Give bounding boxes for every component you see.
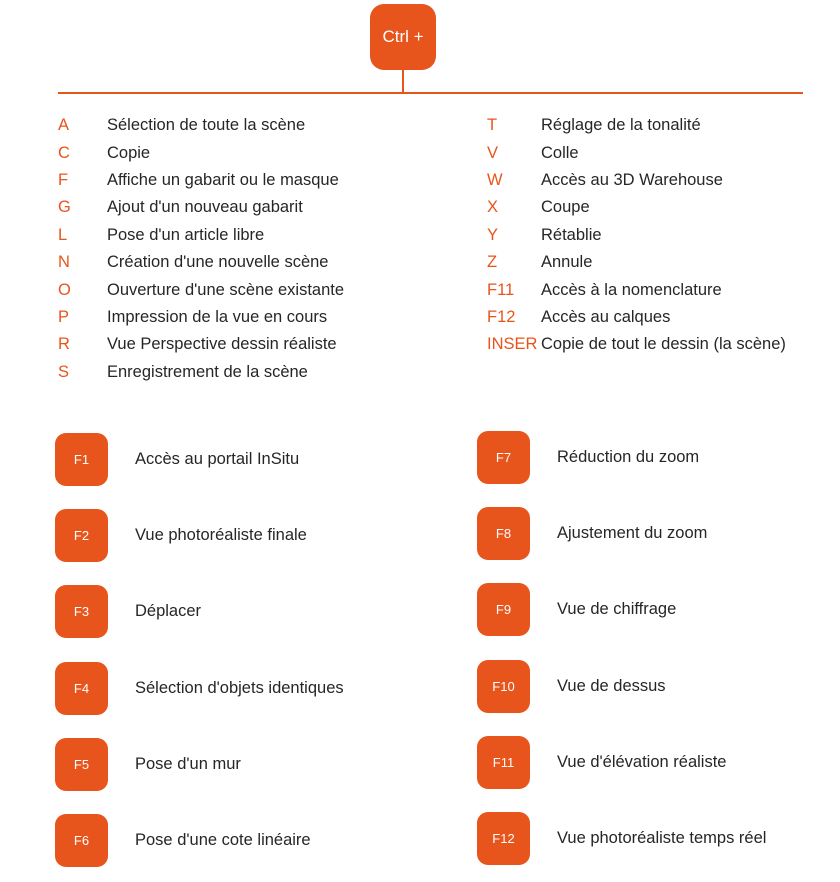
fkey-description: Pose d'une cote linéaire [135, 830, 311, 849]
ctrl-shortcuts-left-list [58, 112, 438, 386]
fkey-badge: F4 [55, 662, 108, 715]
fkey-item [477, 582, 676, 636]
shortcut-description: Création d'une nouvelle scène [107, 253, 329, 272]
shortcut-key: S [58, 362, 70, 381]
shortcut-key: W [487, 170, 503, 189]
shortcut-description: Ouverture d'une scène existante [107, 280, 345, 299]
shortcut-row [58, 139, 438, 166]
fkey-item [477, 735, 726, 789]
shortcut-row [58, 194, 438, 221]
shortcut-key: INSER [487, 335, 538, 354]
fkey-item [55, 661, 344, 715]
shortcut-key: V [487, 143, 499, 162]
fkey-description: Vue photoréaliste temps réel [557, 828, 767, 847]
shortcut-row [58, 276, 438, 303]
shortcut-row [487, 167, 832, 194]
shortcut-row [487, 139, 832, 166]
shortcut-row [58, 222, 438, 249]
fkey-description: Réduction du zoom [557, 447, 700, 466]
fkey-badge: F1 [55, 433, 108, 486]
fkey-item [55, 584, 201, 638]
fkey-badge: F3 [55, 585, 108, 638]
shortcut-description: Accès au 3D Warehouse [541, 170, 723, 189]
shortcut-description: Annule [541, 253, 593, 272]
fkey-badge: F12 [477, 812, 530, 865]
fkey-badge: F5 [55, 738, 108, 791]
fkey-description: Ajustement du zoom [557, 523, 708, 542]
shortcut-description: Vue Perspective dessin réaliste [107, 335, 337, 354]
shortcut-key: A [58, 116, 70, 135]
shortcut-row [487, 222, 832, 249]
shortcut-row [487, 304, 832, 331]
shortcut-row [58, 167, 438, 194]
fkey-description: Vue de dessus [557, 676, 666, 695]
ctrl-key-label: Ctrl + [382, 27, 424, 46]
shortcut-row [58, 304, 438, 331]
shortcut-row [487, 331, 832, 358]
shortcut-description: Rétablie [541, 225, 602, 244]
shortcut-description: Colle [541, 143, 579, 162]
shortcut-key: C [58, 143, 70, 162]
fkey-description: Vue photoréaliste finale [135, 525, 307, 544]
shortcut-key: N [58, 253, 70, 272]
shortcut-description: Ajout d'un nouveau gabarit [107, 198, 303, 217]
fkey-description: Pose d'un mur [135, 754, 241, 773]
shortcut-key: L [58, 225, 68, 244]
divider-line [58, 92, 803, 94]
shortcut-row [58, 112, 438, 139]
fkey-item [55, 508, 307, 562]
shortcut-description: Impression de la vue en cours [107, 307, 328, 326]
ctrl-shortcuts-right-list [487, 112, 832, 359]
shortcut-key: F11 [487, 280, 515, 299]
shortcut-description: Coupe [541, 198, 590, 217]
shortcut-description: Copie [107, 143, 151, 162]
shortcut-description: Copie de tout le dessin (la scène) [541, 335, 786, 354]
fkey-item [477, 430, 699, 484]
shortcut-key: Y [487, 225, 499, 244]
ctrl-key-badge [370, 4, 436, 70]
fkey-item [55, 813, 311, 867]
shortcut-description: Accès au calques [541, 307, 671, 326]
fkey-badge: F11 [477, 736, 530, 789]
fkey-description: Vue d'élévation réaliste [557, 752, 727, 771]
fkey-item [55, 737, 241, 791]
fkey-badge: F7 [477, 431, 530, 484]
shortcut-row [58, 331, 438, 358]
connector-line [402, 70, 404, 93]
shortcut-row [487, 194, 832, 221]
shortcut-row [58, 249, 438, 276]
fkey-item [55, 432, 299, 486]
shortcut-key: F12 [487, 307, 516, 326]
shortcut-key: Z [487, 253, 498, 272]
shortcut-description: Sélection de toute la scène [107, 116, 306, 135]
shortcut-description: Affiche un gabarit ou le masque [107, 170, 339, 189]
shortcut-description: Enregistrement de la scène [107, 362, 308, 381]
shortcut-description: Réglage de la tonalité [541, 116, 701, 135]
shortcut-row [487, 276, 832, 303]
shortcut-key: T [487, 116, 498, 135]
fkey-description: Vue de chiffrage [557, 599, 677, 618]
shortcut-key: O [58, 280, 71, 299]
fkey-description: Déplacer [135, 601, 202, 620]
shortcut-description: Pose d'un article libre [107, 225, 265, 244]
fkey-description: Accès au portail InSitu [135, 449, 300, 468]
fkey-badge: F9 [477, 583, 530, 636]
fkey-item [477, 506, 707, 560]
shortcut-description: Accès à la nomenclature [541, 280, 722, 299]
shortcut-key: G [58, 198, 71, 217]
fkey-badge: F8 [477, 507, 530, 560]
shortcut-row [487, 112, 832, 139]
shortcut-key: F [58, 170, 69, 189]
shortcut-key: P [58, 307, 70, 326]
shortcut-row [58, 359, 438, 386]
shortcut-key: R [58, 335, 70, 354]
shortcut-row [487, 249, 832, 276]
fkey-item [477, 811, 766, 865]
fkey-badge: F6 [55, 814, 108, 867]
fkey-description: Sélection d'objets identiques [135, 678, 344, 697]
fkey-badge: F2 [55, 509, 108, 562]
shortcut-key: X [487, 198, 499, 217]
fkey-badge: F10 [477, 660, 530, 713]
fkey-item [477, 659, 666, 713]
